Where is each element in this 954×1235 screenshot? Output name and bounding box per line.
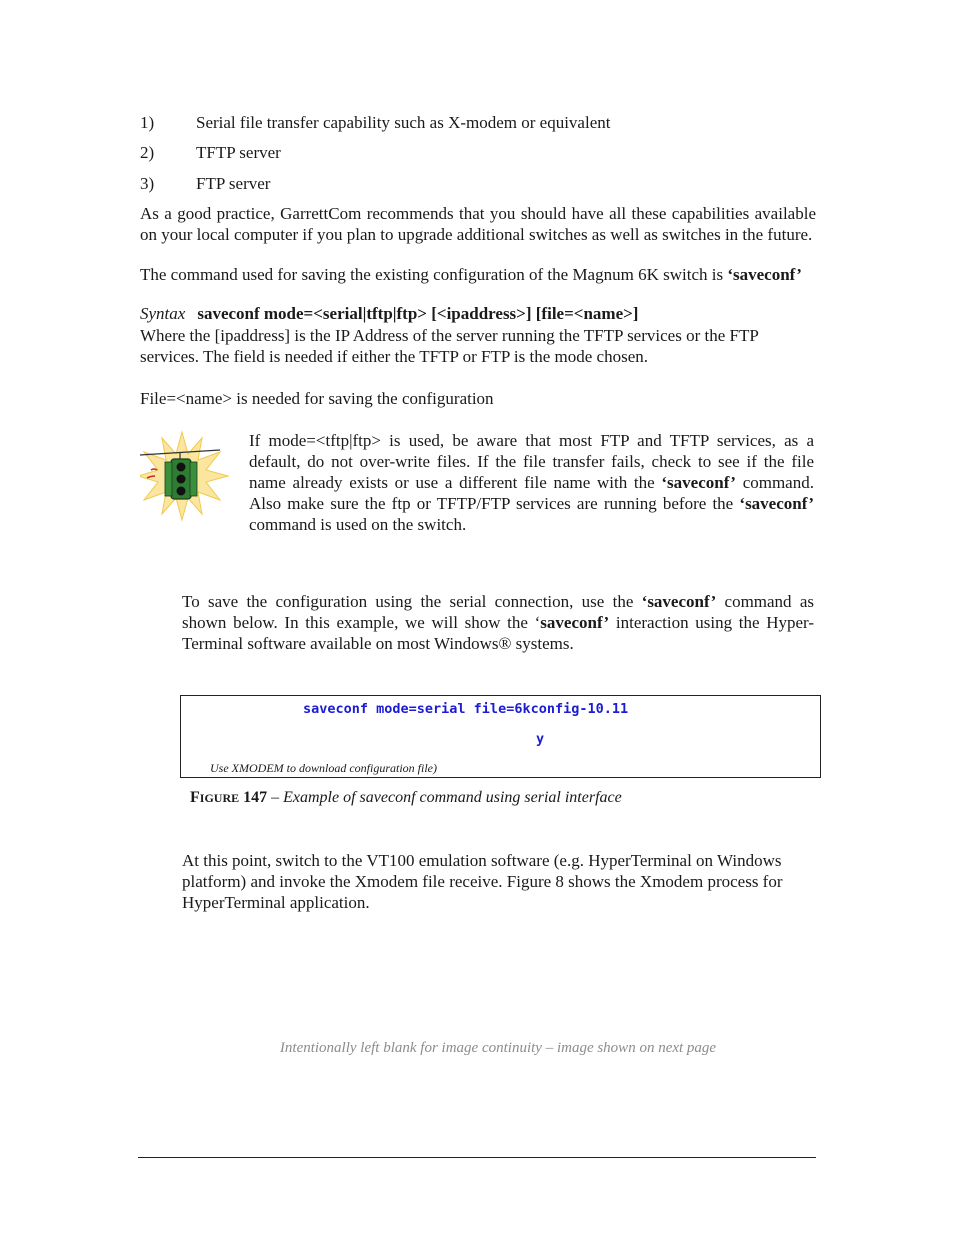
note-text-1: If mode=<tftp|ftp> is used, be aware that most FTP and TFTP services, as a default, do not over-write files. If the file transfer fails, check to see if the file name already exists or use a different file name with the — [249, 431, 814, 492]
list-text: TFTP server — [196, 143, 281, 162]
ipaddress-paragraph: Where the [ipaddress] is the IP Address of the server running the TFTP services or the FTP services. The field is needed if either the TFTP or FTP is the mode chosen. — [140, 326, 759, 366]
list-number: 2) — [140, 143, 155, 162]
command-intro-text: The command used for saving the existing configuration of the Magnum 6K switch is — [140, 265, 728, 284]
vt100-paragraph: At this point, switch to the VT100 emulation software (e.g. HyperTerminal on Windows platform) and invoke the Xmodem file receive. Figure 8 shows the Xmodem process for HyperTerminal application. — [182, 851, 783, 912]
list-item — [140, 143, 281, 163]
figure-caption — [190, 789, 622, 807]
serial-command-2: saveconf’ — [540, 613, 610, 632]
command-name: ‘saveconf’ — [727, 265, 802, 284]
code-example-box — [180, 695, 821, 778]
syntax-command: saveconf mode=<serial|tftp|ftp> [<ipaddress>] [file=<name>] — [197, 304, 639, 323]
serial-text-3: interaction using the Hyper-Terminal software available on most Windows® systems. — [182, 613, 814, 653]
note-text-3: command is used on the switch. — [249, 515, 467, 534]
practice-paragraph: As a good practice, GarrettCom recommends that you should have all these capabilities available on your local computer if you plan to upgrade additional switches as well as switches in the future. — [140, 204, 816, 244]
serial-text-2: command as shown below. In this example, we will show the ‘ — [182, 592, 814, 632]
list-item — [140, 113, 610, 133]
command-intro — [140, 264, 816, 285]
syntax-label: Syntax — [140, 304, 186, 323]
traffic-light-warning-icon — [140, 430, 230, 522]
list-text: Serial file transfer capability such as X-modem or equivalent — [196, 113, 611, 132]
note-text-2: command. Also make sure the ftp or TFTP/FTP services are running before the — [249, 473, 814, 513]
code-note: Use XMODEM to download configuration file) — [210, 761, 437, 775]
serial-paragraph — [182, 591, 814, 654]
code-command: saveconf mode=serial file=6kconfig-10.11 — [303, 701, 629, 717]
figure-separator: – — [267, 789, 284, 806]
code-response: y — [536, 731, 545, 747]
list-number: 1) — [140, 113, 155, 132]
footer-divider — [138, 1157, 816, 1158]
serial-text-1: To save the configuration using the serial connection, use the — [182, 592, 642, 611]
list-item — [140, 174, 270, 194]
warning-note — [249, 430, 814, 535]
file-paragraph: File=<name> is needed for saving the configuration — [140, 389, 494, 408]
blank-page-note: Intentionally left blank for image continuity – image shown on next page — [279, 1040, 717, 1056]
note-command-2: ‘saveconf’ — [739, 494, 814, 513]
figure-caption-text: Example of saveconf command using serial interface — [283, 789, 622, 806]
figure-label: FIGURE 147 — [190, 789, 268, 806]
list-text: FTP server — [196, 174, 271, 193]
syntax-line — [140, 303, 638, 324]
serial-command-1: ‘saveconf’ — [641, 592, 717, 611]
note-command-1: ‘saveconf’ — [661, 473, 736, 492]
list-number: 3) — [140, 174, 155, 193]
